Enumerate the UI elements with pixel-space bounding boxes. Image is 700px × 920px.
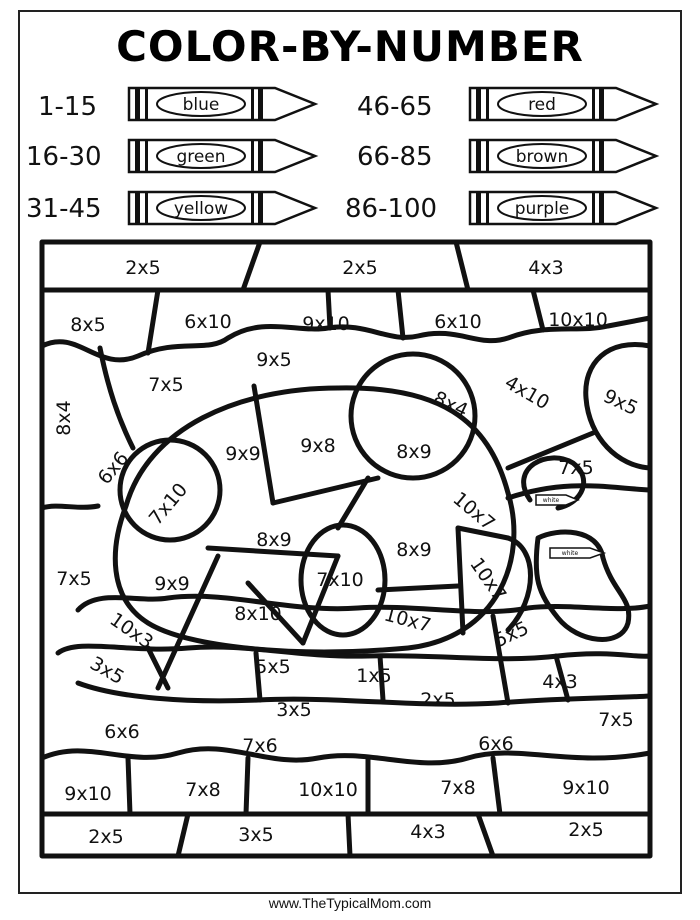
cell-label: 8x5: [70, 314, 106, 336]
crayon-icon-blue: [125, 84, 320, 124]
cell-label: 6x6: [93, 447, 134, 489]
crayon-label-red: red: [528, 95, 556, 115]
cell-label: 6x6: [478, 733, 514, 755]
cell-label: 4x3: [528, 257, 564, 279]
cell-label: 10x10: [298, 779, 358, 801]
cell-label: 1x5: [356, 665, 392, 687]
eye-crayon-icon-2: [550, 548, 604, 558]
cell-label: 3x5: [238, 824, 274, 846]
cell-label: 10x3: [105, 608, 158, 654]
cell-label: 9x9: [154, 573, 190, 595]
cell-label: 4x3: [542, 671, 578, 693]
cell-label: 9x10: [562, 777, 610, 799]
cell-label: 5x5: [255, 656, 291, 678]
crayon-label-purple: purple: [514, 199, 570, 219]
cell-label: 4x10: [500, 371, 554, 415]
cell-label: 8x9: [396, 441, 432, 463]
crayon-icon-green: [125, 136, 320, 176]
cell-label: 2x5: [342, 257, 378, 279]
crayon-icon-yellow: [125, 188, 320, 228]
cell-label: 9x9: [225, 443, 261, 465]
cell-label: 7x5: [148, 374, 184, 396]
range-label-4: 46-65: [357, 92, 433, 122]
cell-label: 10x7: [381, 603, 434, 637]
range-label-3: 31-45: [26, 194, 102, 224]
cell-label: 3x5: [86, 652, 128, 690]
cell-label: 7x10: [316, 569, 364, 591]
cell-label: 8x4: [429, 387, 472, 423]
range-label-1: 1-15: [38, 92, 98, 122]
cell-label: 4x3: [410, 821, 446, 843]
range-label-2: 16-30: [26, 142, 102, 172]
cell-label: 9x10: [64, 783, 112, 805]
cell-label: 8x9: [256, 529, 292, 551]
cell-label: 7x5: [56, 568, 92, 590]
cell-label: 2x5: [568, 819, 604, 841]
range-label-5: 66-85: [357, 142, 433, 172]
footer-url: www.TheTypicalMom.com: [268, 895, 432, 911]
cell-label: 8x9: [396, 539, 432, 561]
cell-label: 7x5: [558, 457, 594, 479]
eye-label-2: white: [561, 550, 579, 557]
range-label-6: 86-100: [345, 194, 438, 224]
cell-label: 8x4: [53, 400, 75, 436]
cell-label: 9x10: [302, 313, 350, 335]
cell-label: 10x7: [448, 487, 500, 536]
coloring-puzzle: [38, 238, 654, 860]
crayon-label-blue: blue: [182, 95, 220, 115]
cell-label: 10x10: [548, 309, 608, 331]
cell-label: 8x10: [234, 603, 282, 625]
crayon-icon-purple: [466, 188, 661, 228]
cell-label: 6x6: [104, 721, 140, 743]
cell-label: 9x5: [599, 385, 642, 421]
cell-label: 7x6: [242, 735, 278, 757]
cell-label: 6x10: [184, 311, 232, 333]
cell-label: 3x5: [276, 699, 312, 721]
crayon-label-brown: brown: [515, 147, 569, 167]
cell-label: 2x5: [125, 257, 161, 279]
cell-label: 7x10: [144, 478, 193, 530]
cell-label: 9x8: [300, 435, 336, 457]
cell-label: 7x8: [440, 777, 476, 799]
cell-label: 7x8: [185, 779, 221, 801]
crayon-icon-brown: [466, 136, 661, 176]
crayon-label-yellow: yellow: [173, 199, 229, 219]
cell-label: 5x5: [490, 617, 533, 653]
cell-label: 2x5: [420, 689, 456, 711]
cell-label: 2x5: [88, 826, 124, 848]
crayon-icon-red: [466, 84, 661, 124]
cell-label: 7x5: [598, 709, 634, 731]
cell-label: 9x5: [256, 349, 292, 371]
page-title: COLOR-BY-NUMBER: [116, 22, 584, 71]
cell-label: 6x10: [434, 311, 482, 333]
eye-label-1: white: [542, 497, 560, 504]
cell-label: 10x7: [465, 553, 511, 606]
crayon-label-green: green: [176, 147, 226, 167]
